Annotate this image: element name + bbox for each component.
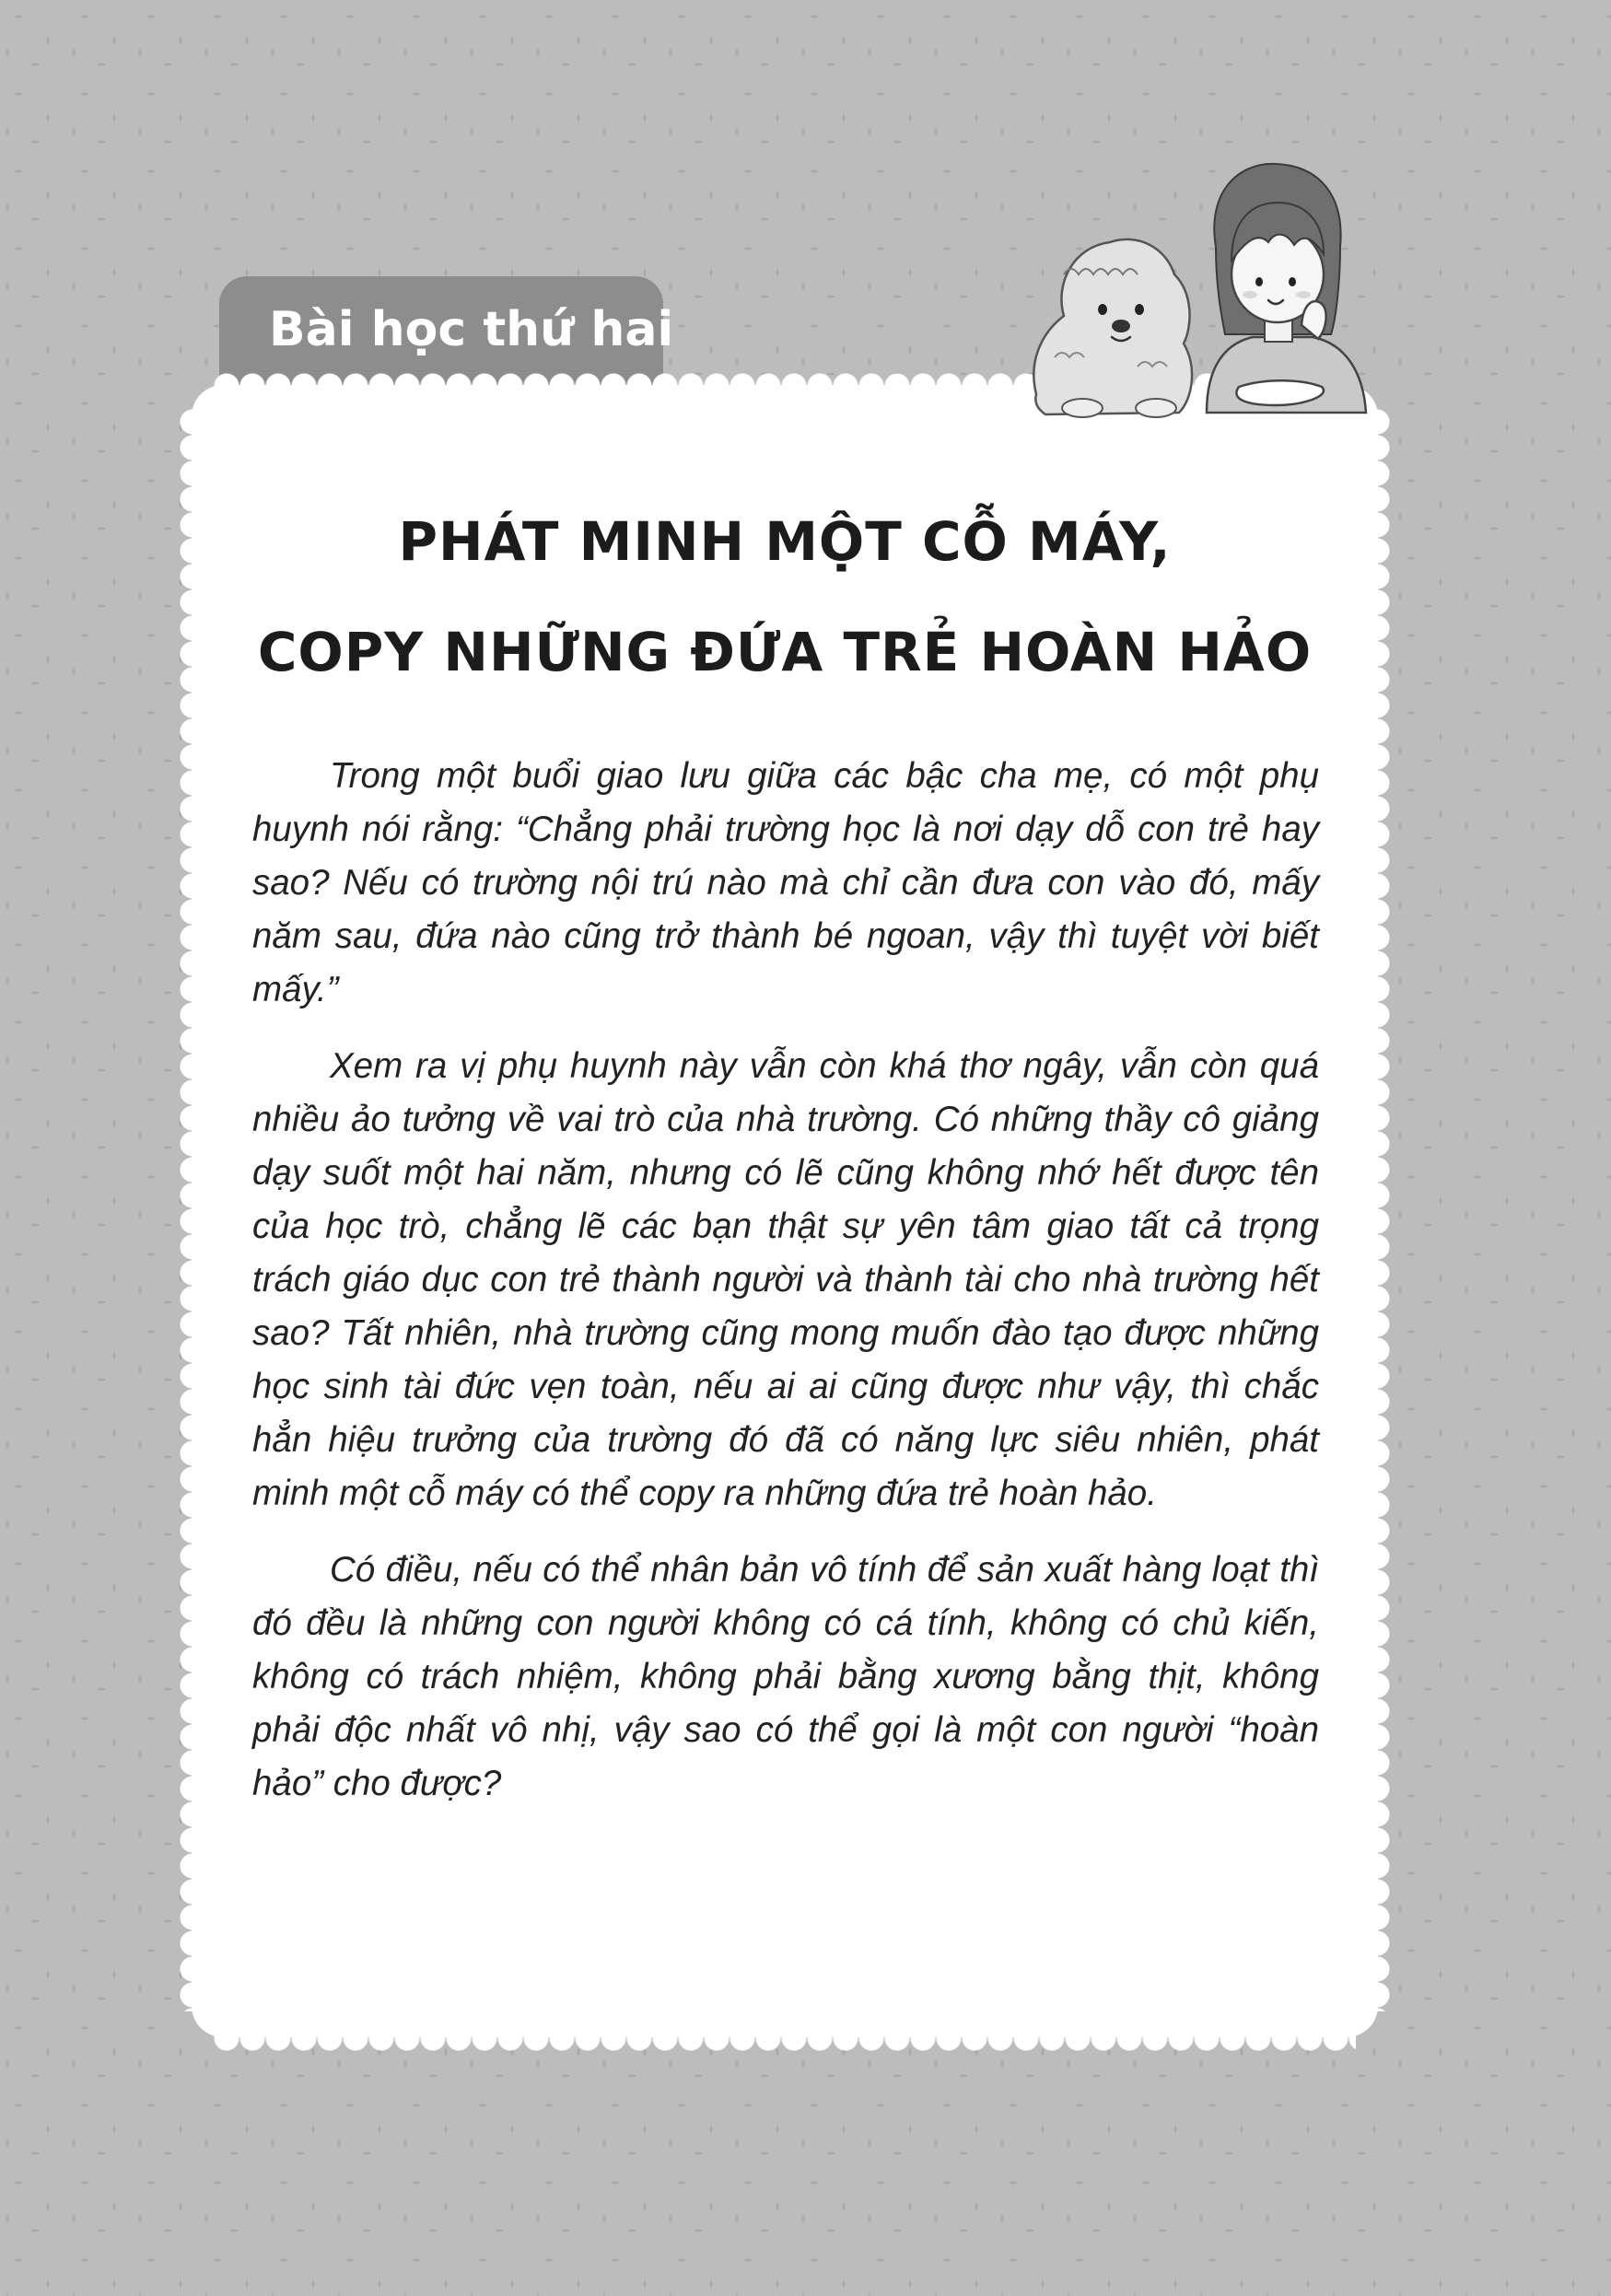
chapter-title-line-1: PHÁT MINH MỘT CỖ MÁY, xyxy=(398,510,1172,573)
paragraph-1: Trong một buổi giao lưu giữa các bậc cha mẹ, có một phụ huynh nói rằng: “Chẳng phải trường học là nơi dạy dỗ con trẻ hay sao? Nếu có trường nội trú nào mà chỉ cần đưa con vào đó, mấy năm sau, đứa nào cũng trở thành bé ngoan, vậy thì tuyệt vời biết mấy.” xyxy=(252,756,1319,1009)
paragraph-3: Có điều, nếu có thể nhân bản vô tính để sản xuất hàng loạt thì đó đều là những con người không có cá tính, không có chủ kiến, không có trách nhiệm, không phải bằng xương bằng thịt, không phải độc nhất vô nhị, vậy sao có thể gọi là một con người “hoàn hảo” cho được? xyxy=(252,1550,1319,1803)
chapter-title xyxy=(219,486,1350,707)
paragraph-2: Xem ra vị phụ huynh này vẫn còn khá thơ ngây, vẫn còn quá nhiều ảo tưởng về vai trò của nhà trường. Có những thầy cô giảng dạy suốt một hai năm, nhưng có lẽ cũng không nhớ hết được tên của học trò, chẳng lẽ các bạn thật sự yên tâm giao tất cả trọng trách giáo dục con trẻ thành người và thành tài cho nhà trường hết sao? Tất nhiên, nhà trường cũng mong muốn đào tạo được những học sinh tài đức vẹn toàn, nếu ai ai cũng được như vậy, thì chắc hẳn hiệu trưởng của trường đó đã có năng lực siêu nhiên, phát minh một cỗ máy có thể copy ra những đứa trẻ hoàn hảo. xyxy=(252,1046,1319,1513)
section-tab-label: Bài học thứ hai xyxy=(269,302,674,357)
body-text xyxy=(252,750,1319,1834)
chapter-title-line-2: COPY NHỮNG ĐỨA TRẺ HOÀN HẢO xyxy=(257,621,1313,683)
girl-and-dog-icon xyxy=(1027,146,1395,422)
